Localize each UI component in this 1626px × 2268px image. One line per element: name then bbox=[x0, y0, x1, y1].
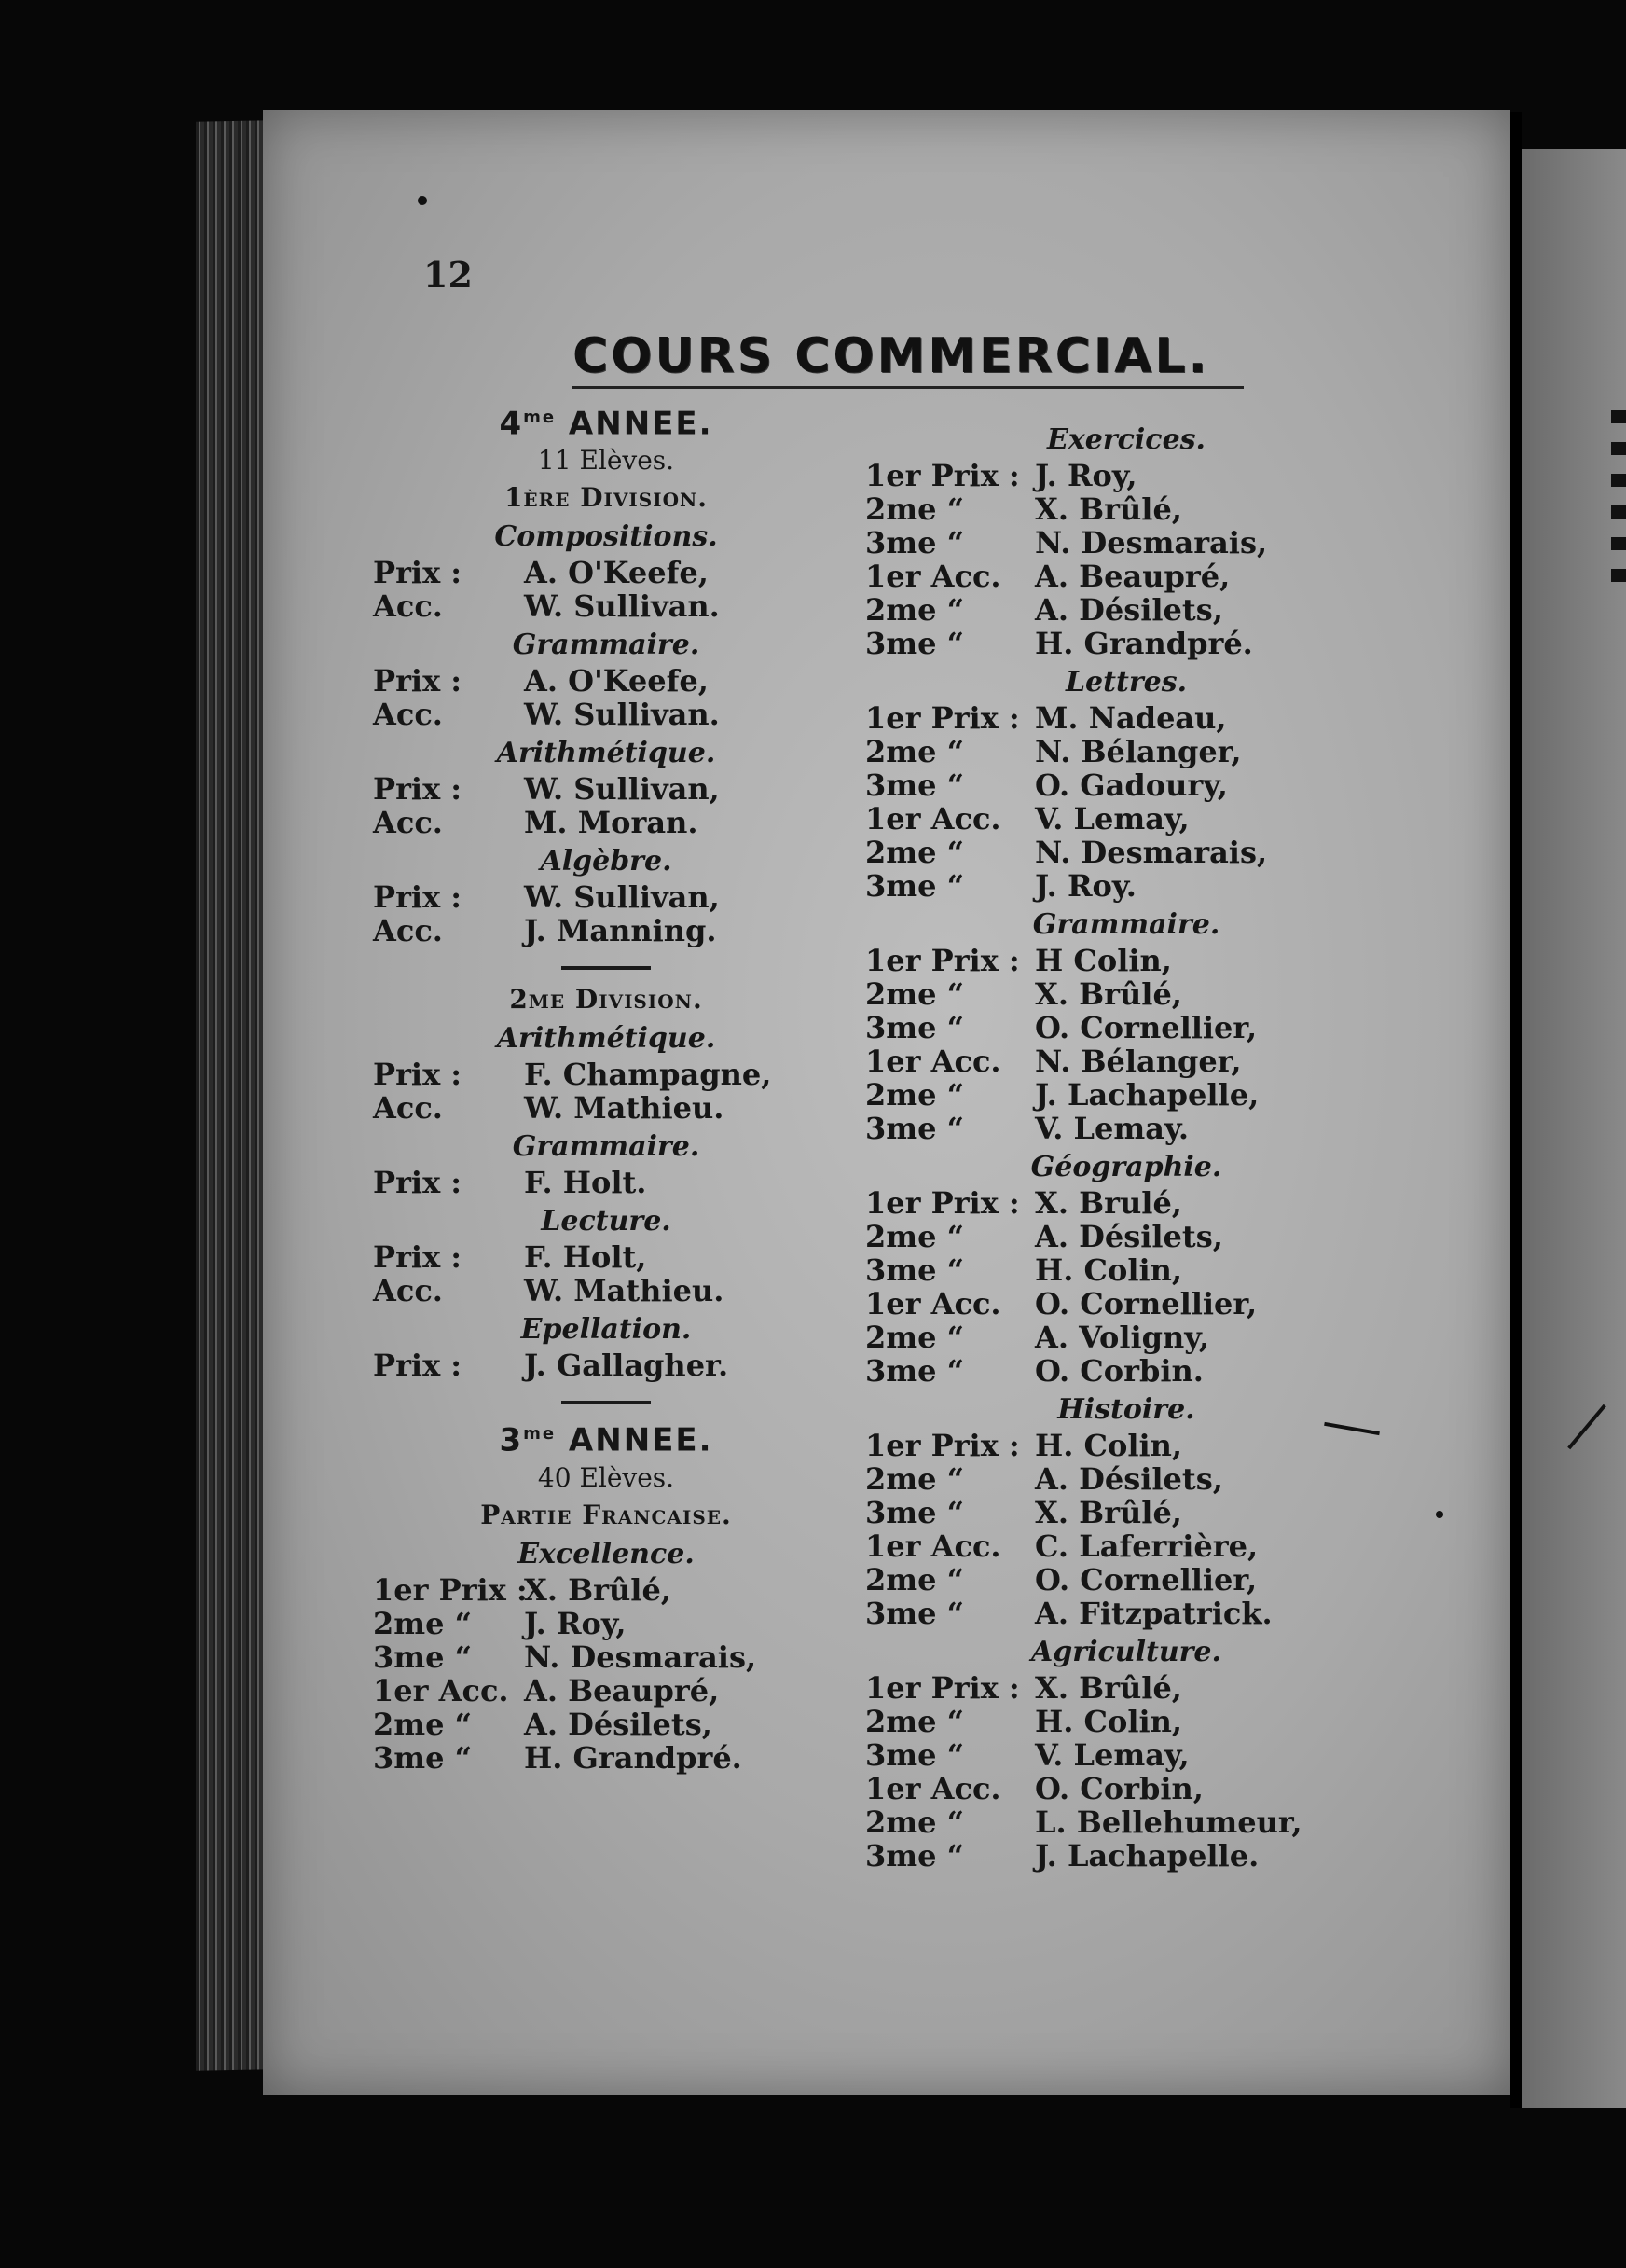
student-name: X. Brûlé, bbox=[1035, 491, 1182, 527]
award-row bbox=[373, 1240, 839, 1274]
award-row bbox=[865, 1429, 1387, 1462]
subject-title: Lettres. bbox=[1065, 666, 1188, 698]
award-rank: 1er Prix : bbox=[865, 1670, 1020, 1706]
award-rank: 1er Acc. bbox=[865, 801, 1001, 837]
award-row bbox=[373, 1708, 839, 1741]
award-rank: 1er Prix : bbox=[865, 943, 1020, 978]
award-rank: 1er Prix : bbox=[865, 1428, 1020, 1463]
section-rule bbox=[561, 1401, 651, 1404]
award-rank: Acc. bbox=[373, 1090, 443, 1127]
award-rank: 1er Prix : bbox=[373, 1571, 528, 1608]
award-row bbox=[865, 1186, 1387, 1220]
year4-heading bbox=[373, 401, 839, 443]
student-name: X. Brûlé, bbox=[1035, 1670, 1182, 1706]
student-name: W. Sullivan, bbox=[524, 771, 720, 808]
award-rank: 3me “ bbox=[865, 868, 965, 904]
award-row bbox=[373, 1058, 839, 1091]
award-rank: Prix : bbox=[373, 771, 462, 808]
award-rank: 2me “ bbox=[373, 1706, 473, 1742]
award-row bbox=[373, 664, 839, 698]
student-name: H. Colin, bbox=[1035, 1428, 1183, 1463]
subject-title: Arithmétique. bbox=[496, 1022, 716, 1056]
student-name: A. O'Keefe, bbox=[524, 555, 709, 591]
award-row bbox=[865, 627, 1387, 660]
division-2-title: 2me Division. bbox=[509, 984, 703, 1016]
award-rank: Acc. bbox=[373, 913, 443, 949]
subject-title: Excellence. bbox=[517, 1537, 695, 1570]
award-rank: Acc. bbox=[373, 588, 443, 625]
award-row bbox=[865, 1772, 1387, 1805]
award-row bbox=[865, 492, 1387, 526]
student-name: W. Sullivan, bbox=[524, 879, 720, 916]
student-name: O. Cornellier, bbox=[1035, 1562, 1258, 1597]
award-row bbox=[373, 1166, 839, 1199]
student-name: H. Colin, bbox=[1035, 1252, 1183, 1288]
ink-speck bbox=[1436, 1511, 1443, 1518]
award-rank: 2me “ bbox=[373, 1605, 473, 1641]
subject-title: Arithmétique. bbox=[496, 737, 716, 770]
student-name: A. Désilets, bbox=[1035, 592, 1223, 628]
award-row bbox=[865, 526, 1387, 560]
division-1-subjects bbox=[373, 520, 839, 947]
award-row bbox=[373, 1091, 839, 1125]
award-rank: 3me “ bbox=[865, 1010, 965, 1045]
subject-title: Epellation. bbox=[520, 1313, 692, 1347]
award-row bbox=[865, 1839, 1387, 1873]
award-rank: 2me “ bbox=[865, 835, 965, 870]
award-rank: 1er Acc. bbox=[865, 1286, 1001, 1321]
award-row bbox=[865, 944, 1387, 977]
award-row bbox=[865, 560, 1387, 593]
student-name: X. Brulé, bbox=[1035, 1185, 1182, 1221]
award-rank: Acc. bbox=[373, 1273, 443, 1309]
student-name: H. Colin, bbox=[1035, 1704, 1183, 1739]
award-rank: 1er Acc. bbox=[865, 1044, 1001, 1079]
award-row bbox=[373, 1274, 839, 1307]
student-name: W. Mathieu. bbox=[524, 1273, 724, 1309]
award-row bbox=[373, 806, 839, 839]
subject-title: Grammaire. bbox=[1032, 908, 1220, 941]
student-name: W. Sullivan. bbox=[524, 588, 720, 625]
award-row bbox=[865, 1597, 1387, 1630]
right-column bbox=[865, 418, 1387, 1873]
award-rank: 1er Prix : bbox=[865, 700, 1020, 736]
student-name: A. Désilets, bbox=[1035, 1461, 1223, 1497]
award-rank: Prix : bbox=[373, 1239, 462, 1276]
award-rank: 2me “ bbox=[865, 491, 965, 527]
subject-title: Agriculture. bbox=[1031, 1636, 1221, 1668]
award-rank: 3me “ bbox=[865, 1737, 965, 1773]
award-rank: Prix : bbox=[373, 663, 462, 699]
title-underline bbox=[572, 386, 1244, 389]
award-rank: 3me “ bbox=[865, 768, 965, 803]
subject-title: Lecture. bbox=[541, 1205, 671, 1238]
award-row bbox=[373, 1674, 839, 1708]
award-rank: 3me “ bbox=[865, 1252, 965, 1288]
student-name: O. Cornellier, bbox=[1035, 1010, 1258, 1045]
award-rank: Acc. bbox=[373, 805, 443, 841]
award-row bbox=[865, 735, 1387, 768]
student-name: L. Bellehumeur, bbox=[1035, 1805, 1302, 1840]
award-row bbox=[865, 701, 1387, 735]
award-row bbox=[865, 1529, 1387, 1563]
award-rank: 3me “ bbox=[865, 1353, 965, 1389]
award-rank: 3me “ bbox=[865, 1495, 965, 1530]
student-name: H. Grandpré. bbox=[524, 1739, 742, 1776]
subject-title: Grammaire. bbox=[512, 629, 700, 662]
french-section-title: Partie Francaise. bbox=[480, 1499, 732, 1530]
award-row bbox=[865, 1462, 1387, 1496]
award-row bbox=[865, 459, 1387, 492]
award-row bbox=[865, 593, 1387, 627]
award-rank: 3me “ bbox=[373, 1639, 473, 1675]
student-name: A. Beaupré, bbox=[1035, 559, 1231, 594]
award-row bbox=[865, 768, 1387, 802]
award-rank: 1er Acc. bbox=[373, 1672, 509, 1708]
left-column bbox=[373, 401, 839, 1775]
award-row bbox=[865, 1112, 1387, 1145]
award-rank: 3me “ bbox=[865, 1596, 965, 1631]
ink-speck bbox=[418, 196, 427, 205]
award-row bbox=[865, 836, 1387, 869]
student-name: O. Gadoury, bbox=[1035, 768, 1228, 803]
award-rank: 3me “ bbox=[373, 1739, 473, 1776]
student-name: F. Champagne, bbox=[524, 1057, 772, 1093]
award-rank: Prix : bbox=[373, 1165, 462, 1201]
award-rank: 2me “ bbox=[865, 1077, 965, 1113]
subject-title: Algèbre. bbox=[540, 845, 672, 878]
year4-student-count: 11 Elèves. bbox=[537, 445, 675, 477]
student-name: X. Brûlé, bbox=[1035, 976, 1182, 1012]
award-row bbox=[373, 772, 839, 806]
student-name: J. Roy, bbox=[524, 1605, 627, 1641]
student-name: F. Holt. bbox=[524, 1165, 647, 1201]
award-row bbox=[865, 1354, 1387, 1388]
student-name: M. Moran. bbox=[524, 805, 698, 841]
subject-title: Histoire. bbox=[1057, 1393, 1195, 1426]
subject-title: Géographie. bbox=[1030, 1151, 1222, 1183]
student-name: J. Manning. bbox=[524, 913, 717, 949]
year3-heading bbox=[373, 1418, 839, 1457]
award-rank: 3me “ bbox=[865, 525, 965, 560]
year3-heading-suffix: me bbox=[523, 1424, 557, 1445]
award-rank: Prix : bbox=[373, 555, 462, 591]
award-rank: 2me “ bbox=[865, 976, 965, 1012]
award-row bbox=[865, 1078, 1387, 1112]
student-name: A. Beaupré, bbox=[524, 1672, 720, 1708]
award-rank: 2me “ bbox=[865, 1320, 965, 1355]
award-rank: 3me “ bbox=[865, 626, 965, 661]
award-row bbox=[865, 1220, 1387, 1253]
award-row bbox=[865, 1253, 1387, 1287]
subject-title: Exercices. bbox=[1047, 423, 1206, 456]
award-row bbox=[865, 1044, 1387, 1078]
year3-heading-number: 3 bbox=[499, 1421, 524, 1459]
student-name: A. Désilets, bbox=[1035, 1219, 1223, 1254]
award-row bbox=[865, 1321, 1387, 1354]
year4-heading-number: 4 bbox=[499, 405, 524, 443]
award-row bbox=[865, 1287, 1387, 1321]
award-rank: 2me “ bbox=[865, 1562, 965, 1597]
page-title: COURS COMMERCIAL. bbox=[572, 328, 1210, 384]
award-rank: 2me “ bbox=[865, 1805, 965, 1840]
award-row bbox=[865, 1738, 1387, 1772]
award-rank: 1er Acc. bbox=[865, 1528, 1001, 1564]
subject-title: Grammaire. bbox=[512, 1130, 700, 1164]
year4-heading-text: ANNEE. bbox=[556, 405, 713, 443]
award-row bbox=[373, 880, 839, 914]
student-name: J. Roy. bbox=[1035, 868, 1137, 904]
section-rule bbox=[561, 966, 651, 970]
award-row bbox=[373, 1607, 839, 1640]
award-row bbox=[373, 1348, 839, 1382]
award-row bbox=[865, 1805, 1387, 1839]
award-row bbox=[865, 1671, 1387, 1705]
page-number: 12 bbox=[423, 254, 473, 296]
year4-heading-suffix: me bbox=[523, 408, 557, 427]
student-name: J. Lachapelle, bbox=[1035, 1077, 1260, 1113]
award-row bbox=[373, 1640, 839, 1674]
award-rank: 2me “ bbox=[865, 1219, 965, 1254]
year3-heading-text: ANNEE. bbox=[556, 1421, 713, 1459]
award-rank: 1er Prix : bbox=[865, 1185, 1020, 1221]
award-row bbox=[865, 977, 1387, 1011]
award-rank: 2me “ bbox=[865, 1461, 965, 1497]
year3-student-count: 40 Elèves. bbox=[537, 1461, 675, 1493]
award-row bbox=[373, 1573, 839, 1607]
award-rank: 3me “ bbox=[865, 1838, 965, 1874]
award-rank: 1er Acc. bbox=[865, 1771, 1001, 1806]
student-name: V. Lemay, bbox=[1035, 801, 1190, 837]
award-rank: Acc. bbox=[373, 697, 443, 733]
award-row bbox=[865, 1705, 1387, 1738]
page-edges bbox=[196, 120, 270, 2070]
award-row bbox=[865, 1011, 1387, 1044]
facing-page-marks bbox=[1611, 410, 1626, 597]
student-name: V. Lemay, bbox=[1035, 1737, 1190, 1773]
award-row bbox=[865, 1496, 1387, 1529]
student-name: N. Desmarais, bbox=[1035, 525, 1268, 560]
award-rank: 2me “ bbox=[865, 1704, 965, 1739]
student-name: N. Desmarais, bbox=[524, 1639, 757, 1675]
student-name: X. Brûlé, bbox=[1035, 1495, 1182, 1530]
subject-title: Compositions. bbox=[494, 520, 718, 554]
student-name: O. Corbin, bbox=[1035, 1771, 1204, 1806]
student-name: J. Gallagher. bbox=[524, 1348, 729, 1384]
student-name: O. Cornellier, bbox=[1035, 1286, 1258, 1321]
student-name: W. Mathieu. bbox=[524, 1090, 724, 1127]
student-name: A. Fitzpatrick. bbox=[1035, 1596, 1273, 1631]
award-rank: 1er Acc. bbox=[865, 559, 1001, 594]
student-name: N. Desmarais, bbox=[1035, 835, 1268, 870]
student-name: F. Holt, bbox=[524, 1239, 647, 1276]
student-name: M. Nadeau, bbox=[1035, 700, 1227, 736]
award-row bbox=[865, 802, 1387, 836]
student-name: N. Bélanger, bbox=[1035, 1044, 1242, 1079]
award-row bbox=[865, 869, 1387, 903]
student-name: X. Brûlé, bbox=[524, 1571, 671, 1608]
award-row bbox=[373, 698, 839, 731]
binding-gutter bbox=[1510, 112, 1522, 2108]
student-name: H Colin, bbox=[1035, 943, 1172, 978]
student-name: O. Corbin. bbox=[1035, 1353, 1204, 1389]
division-2-subjects bbox=[373, 1022, 839, 1382]
student-name: A. O'Keefe, bbox=[524, 663, 709, 699]
award-rank: 2me “ bbox=[865, 592, 965, 628]
division-1-title: 1ère Division. bbox=[503, 482, 709, 514]
student-name: V. Lemay. bbox=[1035, 1111, 1190, 1146]
award-rank: 2me “ bbox=[865, 734, 965, 769]
award-rank: 3me “ bbox=[865, 1111, 965, 1146]
student-name: A. Voligny, bbox=[1035, 1320, 1209, 1355]
award-row bbox=[865, 1563, 1387, 1597]
award-row bbox=[373, 914, 839, 947]
student-name: J. Roy, bbox=[1035, 458, 1137, 493]
student-name: C. Laferrière, bbox=[1035, 1528, 1259, 1564]
excellence-subject bbox=[373, 1538, 839, 1775]
award-rank: 1er Prix : bbox=[865, 458, 1020, 493]
award-row bbox=[373, 589, 839, 623]
student-name: J. Lachapelle. bbox=[1035, 1838, 1260, 1874]
award-rank: Prix : bbox=[373, 879, 462, 916]
student-name: N. Bélanger, bbox=[1035, 734, 1242, 769]
award-row bbox=[373, 1741, 839, 1775]
award-rank: Prix : bbox=[373, 1057, 462, 1093]
award-rank: Prix : bbox=[373, 1348, 462, 1384]
student-name: H. Grandpré. bbox=[1035, 626, 1253, 661]
student-name: W. Sullivan. bbox=[524, 697, 720, 733]
award-row bbox=[373, 556, 839, 589]
student-name: A. Désilets, bbox=[524, 1706, 712, 1742]
